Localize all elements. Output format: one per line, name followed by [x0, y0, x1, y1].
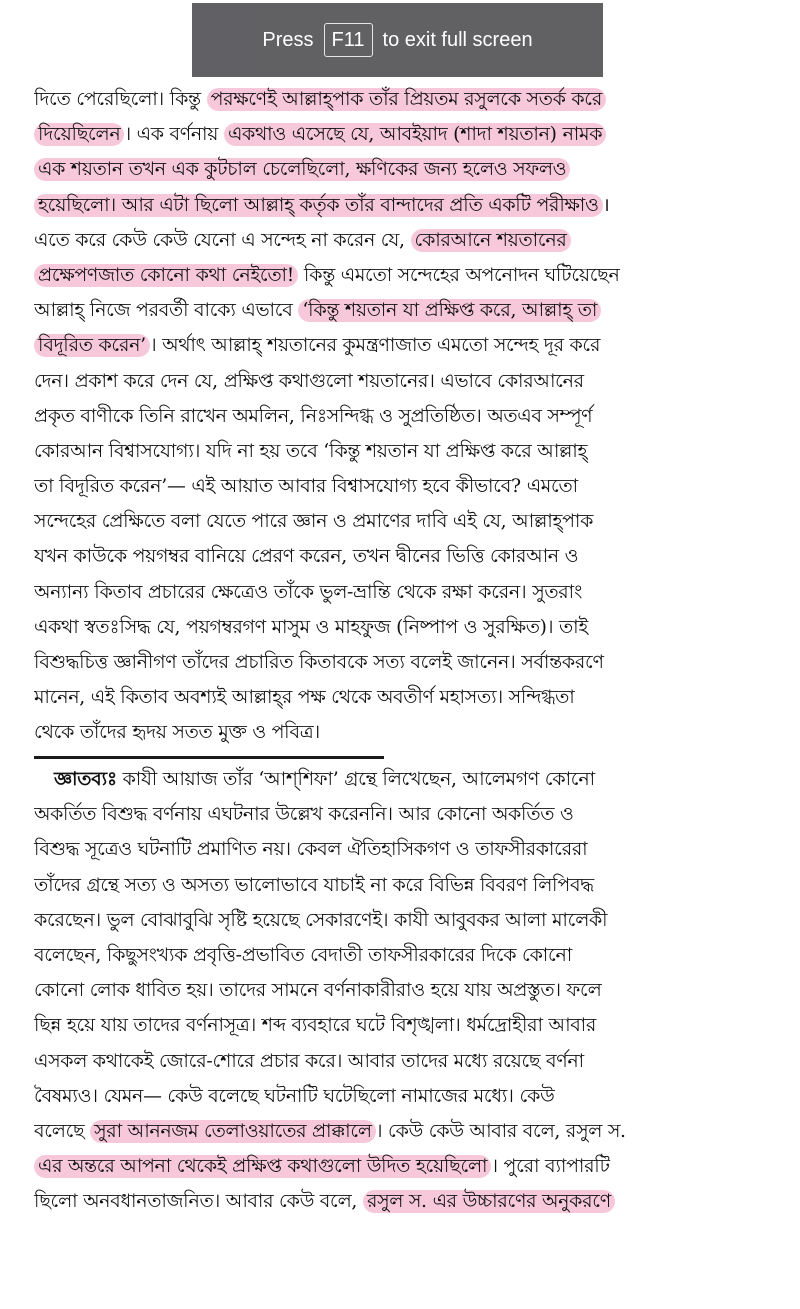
- section-divider: [34, 756, 384, 759]
- text-segment: এসকল কথাকেই জোরে-শোরে প্রচার করে। আবার তাদের মধ্যে রয়েছে বর্ণনা: [34, 1050, 584, 1072]
- text-line: [34, 364, 764, 399]
- text-segment: বলেছেন, কিছুসংখ্যক প্রবৃত্তি-প্রভাবিত বেদাতী তাফসীরকারের দিকে কোনো: [34, 944, 572, 966]
- text-line: [34, 1114, 764, 1149]
- text-line: [34, 575, 764, 610]
- text-segment: ।: [602, 194, 610, 216]
- text-line: [34, 293, 764, 328]
- text-line: [34, 1149, 764, 1184]
- highlighted-text: এর অন্তরে আপনা থেকেই প্রক্ষিপ্ত কথাগুলো উদিত হয়েছিলো: [34, 1155, 491, 1178]
- text-segment: দেন। প্রকাশ করে দেন যে, প্রক্ষিপ্ত কথাগুলো শয়তানের। এভাবে কোরআনের: [34, 370, 584, 392]
- text-line: [34, 938, 764, 973]
- text-line: [34, 82, 764, 117]
- banner-press-text: Press: [262, 28, 314, 51]
- text-segment: । পুরো ব্যাপারটি: [491, 1156, 610, 1178]
- text-segment: । অর্থাৎ আল্লাহ্‌ শয়তানের কুমন্ত্রণাজাত এমতো সন্দেহ দূর করে: [149, 335, 601, 357]
- fullscreen-exit-banner: [192, 3, 603, 77]
- highlighted-text: পরক্ষণেই আল্লাহ্‌পাক তাঁর প্রিয়তম রসুলকে সতর্ক করে: [207, 88, 606, 111]
- text-line: [34, 868, 764, 903]
- highlighted-text: সুরা আননজম তেলাওয়াতের প্রাক্কালে: [90, 1120, 376, 1143]
- text-segment: করেছেন। ভুল বোঝাবুঝি সৃষ্টি হয়েছে সেকারণেই। কাযী আবুবকর আলা মালেকী: [34, 909, 608, 931]
- highlighted-text: দিয়েছিলেন: [34, 123, 124, 146]
- text-segment: কাযী আয়াজ তাঁর ‘আশ্‌শিফা’ গ্রন্থে লিখেছেন, আলেমগণ কোনো: [116, 769, 595, 790]
- highlighted-text: হয়েছিলো। আর এটা ছিলো আল্লাহ্‌ কর্তৃক তাঁর বান্দাদের প্রতি একটি পরীক্ষাও: [34, 194, 603, 217]
- text-line: [34, 258, 764, 293]
- text-line: [34, 680, 764, 715]
- banner-exit-text: to exit full screen: [382, 28, 533, 51]
- text-segment: তা বিদূরিত করেন’— এই আয়াত আবার বিশ্বাসযোগ্য হবে কীভাবে? এমতো: [34, 476, 578, 498]
- text-line: [34, 152, 764, 187]
- text-segment: একথা স্বতঃসিদ্ধ যে, পয়গম্বরগণ মাসুম ও মাহফুজ (নিষ্পাপ ও সুরক্ষিত)। তাই: [34, 616, 588, 638]
- text-segment: অন্যান্য কিতাব প্রচারের ক্ষেত্রেও তাঁকে ভুল-ভ্রান্তি থেকে রক্ষা করেন। সুতরাং: [34, 581, 582, 603]
- text-line: [34, 715, 764, 750]
- text-segment: দিতে পেরেছিলো। কিন্তু: [34, 89, 207, 110]
- text-line: [34, 797, 764, 832]
- text-line: [34, 610, 764, 645]
- text-line: [34, 903, 764, 938]
- text-segment: বিশুদ্ধচিত্ত জ্ঞানীগণ তাঁদের প্রচারিত কিতাবকে সত্য বলেই জানেন। সর্বান্তকরণে: [34, 652, 604, 673]
- highlighted-text: কোরআনে শয়তানের: [411, 229, 571, 252]
- text-segment: ছিলো অনবধানতাজনিত। আবার কেউ বলে,: [34, 1191, 363, 1213]
- highlighted-text: একথাও এসেছে যে, আবইয়াদ (শাদা শয়তান) নামক: [224, 123, 606, 146]
- text-segment: ছিন্ন হয়ে যায় তাদের বর্ণনাসূত্র। শব্দ ব্যবহারে ঘটে বিশৃঙ্খলা। ধর্মদ্রোহীরা আবার: [34, 1015, 597, 1037]
- note-label: জ্ঞাতব্যঃ: [54, 768, 117, 790]
- text-segment: অকর্তিত বিশুদ্ধ বর্ণনায় এঘটনার উল্লেখ করেননি। আর কোনো অকর্তিত ও: [34, 804, 574, 826]
- text-line: [34, 117, 764, 152]
- highlighted-text: ‘কিন্তু শয়তান যা প্রক্ষিপ্ত করে, আল্লাহ্‌ তা: [298, 299, 601, 322]
- text-segment: বৈষম্যও। যেমন— কেউ বলেছে ঘটনাটি ঘটেছিলো নামাজের মধ্যে। কেউ: [34, 1085, 555, 1107]
- text-line: [34, 1008, 764, 1043]
- text-segment: কোনো লোক ধাবিত হয়। তাদের সামনে বর্ণনাকারীরাও হয়ে যায় অপ্রস্তুত। ফলে: [34, 980, 602, 1002]
- text-line: [34, 832, 764, 867]
- text-line: [34, 973, 764, 1008]
- text-segment: । এক বর্ণনায়: [124, 124, 224, 146]
- text-segment: বলেছে: [34, 1120, 91, 1142]
- highlighted-text: রসুল স. এর উচ্চারণের অনুকরণে: [363, 1190, 615, 1213]
- highlighted-text: বিদূরিত করেন’: [34, 334, 150, 357]
- text-segment: কোরআন বিশ্বাসযোগ্য। যদি না হয় তবে ‘কিন্তু শয়তান যা প্রক্ষিপ্ত করে আল্লাহ্‌: [34, 440, 588, 462]
- text-line: [34, 1044, 764, 1079]
- highlighted-text: এক শয়তান তখন এক কুটচাল চেলেছিলো, ক্ষণিকের জন্য হলেও সফলও: [34, 158, 570, 181]
- text-segment: সন্দেহের প্রেক্ষিতে বলা যেতে পারে জ্ঞান ও প্রমাণের দাবি এই যে, আল্লাহ্‌পাক: [34, 511, 594, 533]
- text-segment: মানেন, এই কিতাব অবশ্যই আল্লাহ্‌র পক্ষ থেকে অবতীর্ণ মহাসত্য। সন্দিগ্ধতা: [34, 687, 575, 709]
- text-segment: । কেউ কেউ আবার বলে, রসুল স.: [375, 1120, 626, 1142]
- text-segment: এতে করে কেউ কেউ যেনো এ সন্দেহ না করেন যে,: [34, 229, 411, 251]
- text-segment: বিশুদ্ধ সূত্রেও ঘটনাটি প্রমাণিত নয়। কেবল ঐতিহাসিকগণ ও তাফসীরকারেরা: [34, 839, 588, 861]
- text-segment: আল্লাহ্‌ নিজে পরবর্তী বাক্যে এভাবে: [34, 300, 299, 322]
- f11-key-badge: F11: [324, 23, 373, 57]
- text-line: [34, 469, 764, 504]
- text-line: [34, 434, 764, 469]
- paragraph-2: [34, 762, 764, 1219]
- text-line: [34, 645, 764, 680]
- text-line: [34, 539, 764, 574]
- text-line: [34, 223, 764, 258]
- text-segment: থেকে তাঁদের হৃদয় সতত মুক্ত ও পবিত্র।: [34, 722, 320, 744]
- text-segment: তাঁদের গ্রন্থে সত্য ও অসত্য ভালোভাবে যাচাই না করে বিভিন্ন বিবরণ লিপিবদ্ধ: [34, 874, 594, 896]
- text-segment: প্রকৃত বাণীকে তিনি রাখেন অমলিন, নিঃসন্দিগ্ধ ও সুপ্রতিষ্ঠিত। অতএব সম্পূর্ণ: [34, 405, 593, 427]
- highlighted-text: প্রক্ষেপণজাত কোনো কথা নেইতো!: [34, 264, 298, 287]
- text-line: [34, 1184, 764, 1219]
- text-line: [34, 1079, 764, 1114]
- text-segment: কিন্তু এমতো সন্দেহের অপনোদন ঘটিয়েছেন: [298, 264, 620, 286]
- paragraph-1: [34, 82, 764, 751]
- text-segment: যখন কাউকে পয়গম্বর বানিয়ে প্রেরণ করেন, তখন দ্বীনের ভিত্তি কোরআন ও: [34, 546, 579, 568]
- text-line: [34, 399, 764, 434]
- text-line: [34, 762, 764, 797]
- text-line: [34, 188, 764, 223]
- text-line: [34, 504, 764, 539]
- text-line: [34, 328, 764, 363]
